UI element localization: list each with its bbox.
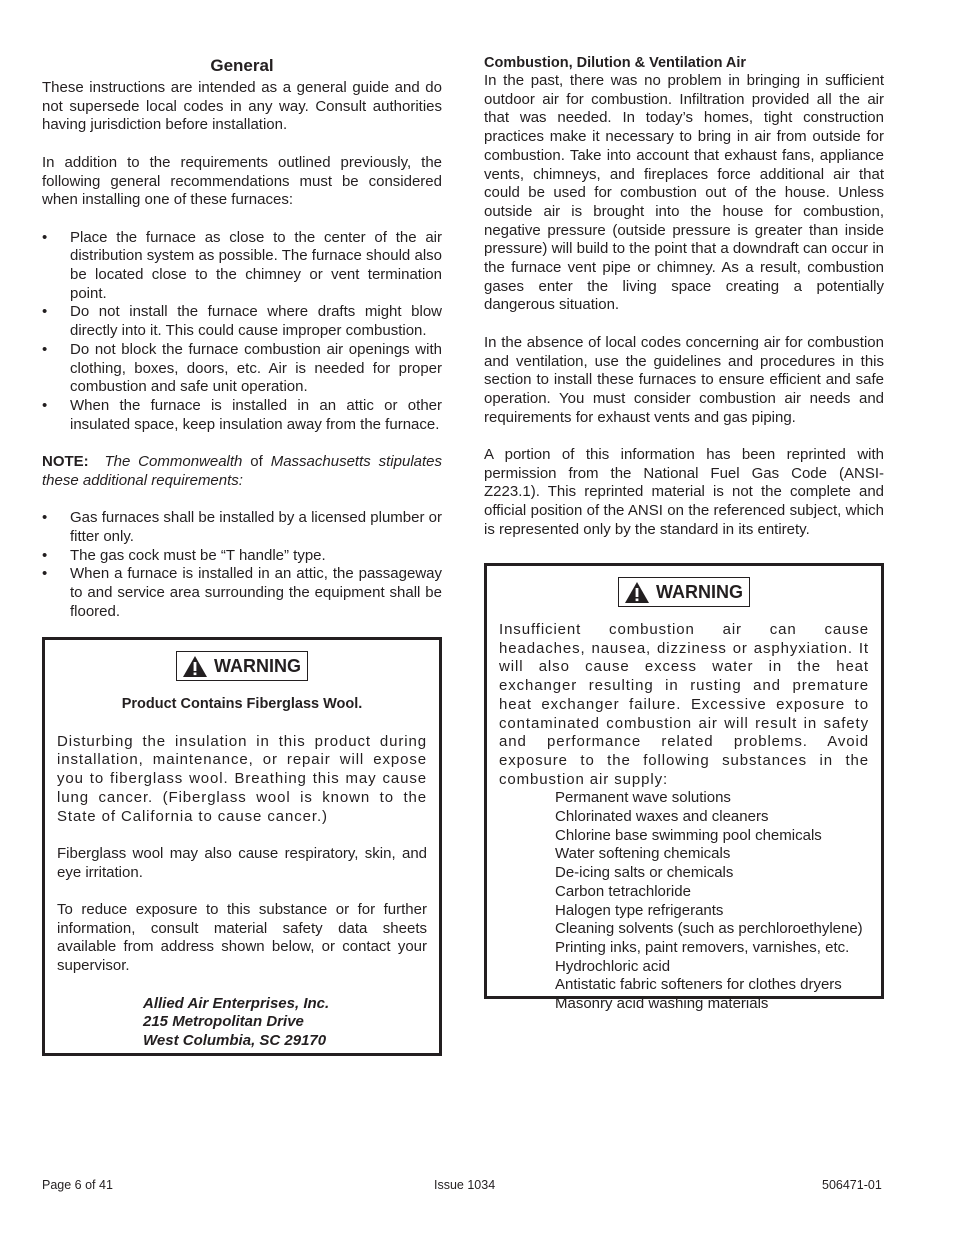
general-heading: General (210, 56, 274, 75)
massachusetts-note: NOTE: The Commonwealth of Massachusetts stipulates these additional requirements: (42, 453, 442, 489)
issue-number: Issue 1034 (434, 1178, 496, 1192)
warning-label: WARNING (176, 651, 308, 681)
warning-icon (182, 655, 208, 678)
left-column (42, 54, 442, 640)
list-item: Cleaning solvents (such as perchloroethylene) (555, 920, 863, 938)
list-item: Printing inks, paint removers, varnishes, etc. (555, 938, 850, 956)
contaminant-list (555, 789, 869, 1013)
list-item: Masonry acid washing materials (555, 995, 769, 1013)
list-item: • When a furnace is installed in an attic, the passageway to and service area surrounding the equipment shall be floored. (42, 565, 442, 620)
warning-icon (624, 581, 650, 604)
list-item: Carbon tetrachloride (555, 882, 691, 900)
list-item: Permanent wave solutions (555, 789, 731, 807)
list-item: • Do not install the furnace where drafts might blow directly into it. This could cause improper combustion. (42, 303, 442, 340)
combustion-warning-intro: Insufficient combustion air can cause headaches, nausea, dizziness or asphyxiation. It will also cause excess water in the heat exchanger resulting in rusting and premature heat exchanger failure. Excessive exposure to contaminated combustion air will result in safety and performance related problems. Avoid exposure to the following substances in the combustion air supply: (499, 621, 869, 788)
combustion-warning-box (484, 563, 884, 1013)
document-number: 506471-01 (822, 1178, 882, 1192)
list-item: • Gas furnaces shall be installed by a licensed plumber or fitter only. (42, 509, 442, 545)
list-item: Chlorinated waxes and cleaners (555, 808, 769, 826)
warning-label: WARNING (618, 577, 750, 607)
note-label: NOTE: (42, 453, 89, 471)
right-column (484, 54, 884, 558)
bullet-icon: • (42, 546, 48, 564)
list-item: Antistatic fabric softeners for clothes dryers (555, 976, 842, 994)
bullet-icon: • (42, 509, 48, 527)
list-item: Chlorine base swimming pool chemicals (555, 826, 822, 844)
list-item: De-icing salts or chemicals (555, 864, 734, 882)
bullet-icon: • (42, 565, 48, 583)
bullet-icon: • (42, 228, 48, 246)
bullet-icon: • (42, 396, 48, 414)
general-paragraph-1: These instructions are intended as a general guide and do not supersede local codes in any way. Consult authorities having jurisdiction before installation. (42, 79, 442, 134)
fiberglass-paragraph-1: Disturbing the insulation in this product during installation, maintenance, or repair will expose you to fiberglass wool. Breathing this may cause lung cancer. (Fiberglass wool is known to the State of California to cause cancer.) (57, 732, 427, 825)
fiberglass-paragraph-3: To reduce exposure to this substance or for further information, consult material safety data sheets available from address shown below, or contact your supervisor. (57, 901, 427, 975)
combustion-paragraph-3: A portion of this information has been reprinted with permission from the National Fuel Gas Code (ANSI-Z223.1). This reprinted material is not the complete and official position of the ANSI on the referenced subject, which is represented only by the standard in its entirety. (484, 446, 884, 538)
general-paragraph-2: In addition to the requirements outlined previously, the following general recommendations must be considered when installing one of these furnaces: (42, 153, 442, 209)
combustion-paragraph-1: In the past, there was no problem in bringing in sufficient outdoor air for combustion. Infiltration provided all the air that was needed. In today’s homes, tight construction practices make it necessary to bring in air from outside for combustion. Take into account that exhaust fans, appliance vents, chimneys, and fireplaces force additional air that could be used for combustion out of the house. Unless outside air is brought into the house for combustion, negative pressure (outside pressure is greater than inside pressure) will build to the point that a downdraft can occur in the furnace vent pipe or chimney. As a result, combustion gases enter the living space creating a potentially dangerous situation. (484, 72, 884, 314)
combustion-heading: Combustion, Dilution & Ventilation Air (484, 55, 747, 71)
combustion-paragraph-2: In the absence of local codes concerning air for combustion and ventilation, use the guidelines and procedures in this section to install these furnaces to ensure efficient and safe operation. You must consider combustion air needs and requirements for exhaust vents and gas piping. (484, 333, 884, 426)
list-item: • The gas cock must be “T handle” type. (42, 546, 326, 564)
fiberglass-warning-box (42, 637, 442, 1056)
list-item: Water softening chemicals (555, 845, 731, 863)
bullet-icon: • (42, 303, 48, 321)
company-address: Allied Air Enterprises, Inc. 215 Metropolitan Drive West Columbia, SC 29170 (143, 994, 330, 1049)
list-item: Hydrochloric acid (555, 957, 671, 975)
bullet-icon: • (42, 340, 48, 358)
list-item: • Place the furnace as close to the center of the air distribution system as possible. The furnace should also be located close to the chimney or vent termination point. (42, 228, 442, 302)
page-number: Page 6 of 41 (42, 1178, 113, 1192)
list-item: • When the furnace is installed in an attic or other insulated space, keep insulation away from the furnace. (42, 396, 442, 433)
fiberglass-paragraph-2: Fiberglass wool may also cause respiratory, skin, and eye irritation. (57, 844, 427, 881)
massachusetts-list (42, 509, 442, 621)
fiberglass-title: Product Contains Fiberglass Wool. (121, 696, 363, 712)
recommendations-list (42, 229, 442, 435)
list-item: Halogen type refrigerants (555, 901, 724, 919)
list-item: • Do not block the furnace combustion air openings with clothing, boxes, doors, etc. Air is needed for proper combustion and safe unit operation. (42, 340, 442, 396)
